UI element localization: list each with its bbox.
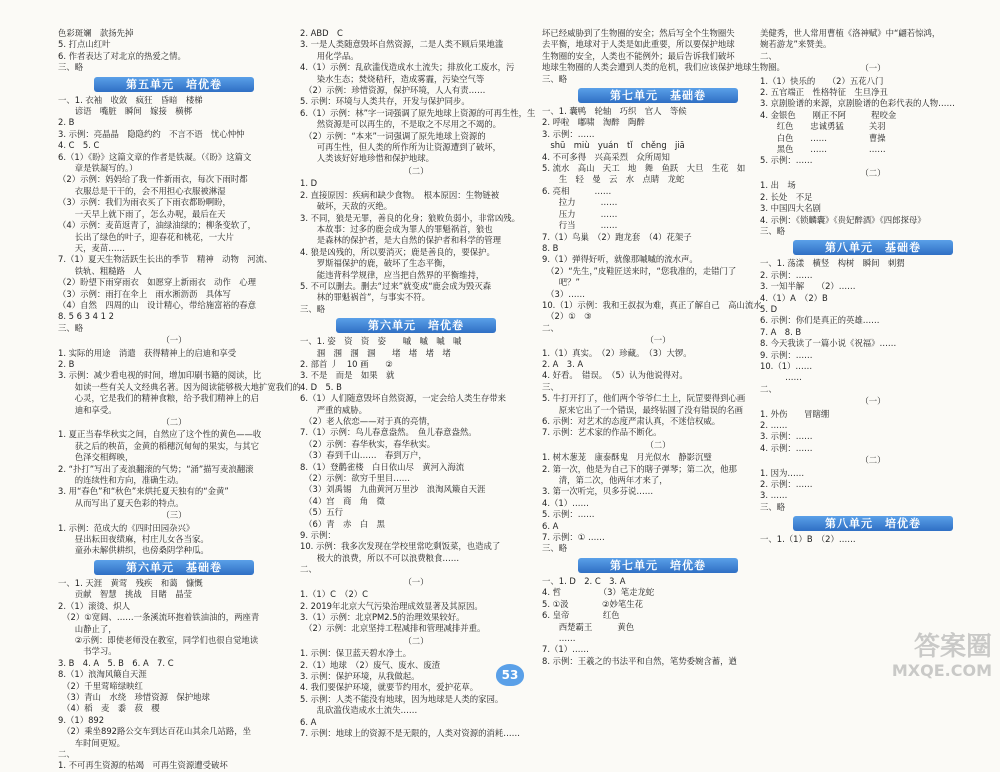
answer-line: 一、1. 荡漾 横竖 构树 瞬间 刺猬	[760, 258, 905, 269]
answer-line: shū miù yuán tǐ chěng jiā	[542, 140, 685, 151]
answer-line: 天，麦苗……	[58, 242, 125, 253]
answer-line: 6. 示例：对艺术的态度严肃认真，不迷信权威。	[542, 416, 721, 426]
answer-line: 用化学品。	[300, 50, 359, 61]
answer-line: 6.（1）《盼》这篇文章的作者是铁凝。（《盼》这篇文	[58, 151, 252, 162]
answer-line: 迪和享受。	[58, 404, 117, 415]
answer-line: 3.（1）示例：北京PM2.5的治理效果较好。	[300, 611, 465, 622]
answer-line: 3. 示例：……	[542, 128, 595, 139]
answer-line: 3. 第一次听完，贝多芬说……	[542, 486, 654, 497]
answer-line: 2. ……	[760, 420, 788, 430]
subsection-heading: （二）	[161, 417, 187, 427]
answer-line: 三、	[542, 381, 559, 392]
unit-banner: 第五单元 培优卷	[94, 77, 254, 92]
answer-line: 一天早上就下雨了，怎么办呢，最后在天	[58, 208, 226, 219]
answer-line: 山静止了，	[58, 623, 117, 634]
answer-line: 白色 …… 曹操	[760, 132, 886, 143]
answer-line: 林的罪魁祸首”，与事实不符。	[300, 292, 430, 303]
subsection-heading: （三）	[161, 510, 187, 521]
answer-line: 章是铁凝写的。）	[58, 163, 138, 174]
answer-line: 7.（1）……	[542, 644, 589, 655]
answer-line: 6. 皇帝 红色	[542, 610, 620, 621]
answer-line: 3. ……	[760, 490, 788, 501]
answer-line: （4）宫 商 角 徵	[300, 495, 385, 506]
answer-line: （2）示例：春华秋实，春华秋实。	[300, 438, 436, 449]
unit-banner: 第七单元 基础卷	[578, 88, 738, 103]
answer-line: 7.（1）鸟巢 （2）跑龙套 （4）花架子	[542, 231, 692, 242]
answer-line: 8.（1）浪淘风簸自天涯	[58, 669, 147, 680]
answer-line: 2. ABD C	[300, 28, 343, 38]
answer-line: 2. 五官端正 性格特征 生旦净丑	[760, 87, 888, 98]
answer-line: 5. 牛打开打了，他们两个爷爷仁土上，阮罡要得到心画	[542, 393, 746, 404]
answer-line: （3）……	[542, 288, 586, 299]
answer-line: 4. 不可多得 兴高采烈 众所周知	[542, 151, 670, 162]
answer-line: （4）自然 四周的山 设计精心，带给施富裕的春意	[58, 299, 256, 310]
page-number: 53	[496, 664, 524, 686]
answer-line: 5. 示例：……	[760, 155, 813, 166]
answer-line: ②示例：即使老师没在教室，同学们也很自觉地读	[58, 634, 259, 645]
answer-line: 长出了绿色的叶子，迎春花和桃花，一大片	[58, 231, 234, 242]
answer-line: 二、	[760, 50, 777, 61]
answer-line: 1.（1）C （2）C	[300, 589, 369, 600]
answer-line: 生 轻 曼 云 水 点睛 龙蛇	[542, 174, 685, 185]
answer-line: 4. 狼是凶残的，所以要消灭；鹿是善良的，要保护。	[300, 246, 495, 257]
answer-line: 4. 好看。 错误。 （5）认为他说得对。	[542, 370, 688, 381]
answer-line: 6.（1）示例：林”字一词强调了原先地球上资源的可再生性，生	[300, 107, 536, 118]
answer-line: 2. B	[58, 117, 75, 128]
answer-line: 4. 示例：……	[760, 442, 813, 453]
answer-line: 原来它出了一个错误，最终钻圆了没有错误的名画	[542, 404, 743, 415]
answer-line: 2. 长处 不足	[760, 191, 813, 202]
answer-line: ……	[542, 632, 576, 643]
answer-line: 1. 不可再生资源的枯竭 可再生资源遭受破坏	[58, 760, 228, 771]
answer-line: 一、1.（1）B （2）……	[760, 534, 856, 545]
answer-line: 2. 2019年北京大气污染治理成效显著及其原因。	[300, 600, 483, 611]
answer-line: 3. 中国四大名剧	[760, 203, 821, 214]
answer-line: 5. ①汲 ②妙笔生花	[542, 598, 644, 609]
answer-line: 吧？”	[542, 277, 580, 288]
answer-line: 2. A 3. A	[542, 358, 584, 369]
answer-line: 9. 示例：	[300, 530, 336, 541]
answer-line: 严重的威胁。	[300, 404, 367, 415]
subsection-heading: （一）	[403, 576, 429, 587]
answer-line: 2. 直接原因：疾病和缺少食物。 根本原因：生物链被	[300, 189, 500, 200]
answer-line: 4. C 5. C	[58, 140, 100, 151]
answer-line: 3. 京剧脸谱的来源，京剧脸谱的色彩代表的人物……	[760, 98, 955, 109]
answer-line: 8. B	[542, 242, 559, 253]
answer-line: 10.（1）示例：我和王叔叔为难，真正了解自己 高山流水	[542, 299, 762, 310]
answer-line: 7.（1）夏天生物活跃生长出的季节 精神 动物 河流、	[58, 254, 273, 265]
answer-line: 贡献 智慧 挑战 目睹 晶莹	[58, 589, 192, 600]
subsection-heading: （二）	[645, 439, 671, 450]
answer-line: 黑色 …… ……	[760, 144, 886, 155]
unit-banner: 第六单元 培优卷	[336, 318, 496, 333]
answer-line: 西楚霸王 黄色	[542, 621, 635, 632]
answer-line: 5. 不可以删去。删去“过来”就变成“鹿会成为毁灭森	[300, 280, 492, 291]
answer-line: （2）乘坐892路公交车到达百花山其余几站路，坐	[58, 726, 251, 737]
answer-line: 4. 金银色 刚正不阿 程咬金	[760, 109, 897, 120]
answer-line: 1. 夏正当春华秋实之间，自然应了这个性的黄色——收	[58, 429, 262, 440]
answer-line: 色泽交相辉映，	[58, 452, 134, 463]
answer-line: 一、1. D 2. C 3. A	[542, 575, 626, 586]
answer-line: 谚语 嘴脏 瞬间 嫁接 横梆	[58, 106, 192, 117]
answer-line: 3. 示例：减少看电视的时间，增加印刷书籍的阅读，比	[58, 370, 262, 381]
answer-line: 三、略	[760, 225, 786, 236]
answer-line: 3. 一是人类随意毁坏自然资源，二是人类不顾后果地滥	[300, 39, 504, 50]
answer-line: 美健秀，世人常用曹植《洛神赋》中“翩若惊鸿，	[760, 28, 941, 38]
answer-line: 1. 树木葱茏 康泰酥鬼 月光似水 静影沉璧	[542, 452, 712, 463]
answer-line: （2）① ③	[542, 311, 592, 322]
answer-line: 获之后的秧苗，金黄的稻穗沉甸甸的果实，与其它	[58, 440, 259, 451]
watermark-logo	[812, 632, 992, 688]
answer-line: 铁轨、粗糙路 人	[58, 265, 142, 276]
answer-line: 去平衡，地球对于人类是如此重要，所以要保护地球	[542, 39, 735, 50]
subsection-heading: （二）	[860, 167, 886, 178]
answer-line: 1. 示例：保卫蓝天碧水净土。	[300, 648, 412, 659]
answer-line: 9. 示例：……	[760, 349, 813, 360]
answer-line: 三、略	[542, 73, 568, 84]
answer-line: （3）示例：雨打在伞上 雨水淅沥沥 具体写	[58, 288, 231, 299]
answer-line: 5. D	[760, 303, 778, 314]
answer-line: 红色 忠诚勇猛 关羽	[760, 121, 886, 132]
answer-line: 3. 不是 而是 如果 就	[300, 370, 395, 381]
answer-line: 行当 ……	[542, 220, 618, 231]
column-1	[58, 28, 301, 771]
answer-line: 本故事：过多的鹿会成为罪人的罪魁祸首，狼也	[300, 223, 493, 234]
answer-line: 如读一些有关人文经典名著。因为阅读能够极大地扩宽我们的	[58, 381, 301, 392]
answer-line: 三、略	[58, 322, 84, 333]
answer-line: 3. B 4. A 5. B 6. A 7. C	[58, 657, 174, 668]
answer-line: 书学习。	[58, 646, 117, 657]
answer-line: 6. 示例：你们是真正的英雄……	[760, 315, 880, 326]
answer-line: （2）示例：北京坚持工程减排和管理减排并重。	[300, 623, 486, 634]
answer-line: 拉力 ……	[542, 197, 618, 208]
watermark-sub: MXQE.COM	[891, 661, 992, 680]
answer-line: ……	[760, 372, 802, 383]
answer-line: 8. 示例：王羲之的书法平和自然，笔势委婉含蓄，遒	[542, 655, 737, 666]
answer-line: 1. 示例：范成大的《四时田园杂兴》	[58, 522, 195, 533]
watermark-main: 答案圈	[913, 632, 992, 662]
answer-line: （3）刘禹锡 九曲黄河万里沙 浪淘风簸自天涯	[300, 484, 486, 495]
answer-line: 1.（1）快乐的 （2）五花八门	[760, 75, 884, 86]
answer-line: 3. 示例：亮晶晶 隐隐约约 不言不语 忧心忡忡	[58, 128, 245, 139]
answer-line: 衣服总是干干的，会不用担心衣服被淋湿	[58, 185, 226, 196]
answer-line: 5. 示例：环境与人类共存，开发与保护同步。	[300, 96, 470, 107]
answer-line: 1. D	[300, 178, 318, 189]
answer-line: 三、略	[542, 543, 568, 554]
answer-line: 4. 哲 （3）笔走龙蛇	[542, 587, 655, 598]
answer-line: 6. 亮相 ……	[542, 185, 612, 196]
answer-line: 7. A 8. B	[760, 326, 802, 337]
answer-line: 二、	[542, 322, 559, 333]
answer-line: （2）千里莺啼绿映红	[58, 680, 143, 691]
answer-line: 4. 我们要保护环境，就要节约用水，爱护花草。	[300, 682, 479, 693]
answer-line: 人类该好好地珍惜和保护地球。	[300, 153, 434, 164]
answer-line: 2.（1）地球 （2）废气、废水、废渣	[300, 659, 441, 670]
answer-line: （3）示例：我们为雨衣买了下雨衣都盼啊盼，	[58, 197, 231, 208]
answer-line: 10.（1）……	[760, 360, 813, 371]
answer-line: （2）老人依恋——对于真的亮情，	[300, 416, 436, 426]
answer-line: 染水生态；焚烧秸秆，造成雾霾，污染空气等	[300, 73, 485, 84]
answer-line: （2）示例：“本来”一词强调了原先地球上资源的	[300, 130, 486, 141]
subsection-heading: （一）	[860, 63, 886, 74]
answer-line: 二、	[760, 383, 777, 394]
column-4	[760, 28, 986, 664]
answer-line: 然资源是可以再生的，不是取之不尽用之不竭的。	[300, 119, 501, 130]
answer-line: 1. 因为……	[760, 467, 805, 478]
answer-line: 一、1. 姿 资 资 姿 嘁 嘁 嘁 嘁	[300, 336, 462, 347]
unit-banner: 第八单元 基础卷	[793, 240, 953, 255]
subsection-heading: （二）	[403, 635, 429, 646]
answer-line: 三、略	[760, 501, 786, 512]
answer-line: （4）稻 麦 黍 菽 稷	[58, 703, 160, 714]
answer-line: 6. 作者表达了对北京的热爱之情。	[58, 50, 186, 61]
answer-line: 2. 示例：……	[760, 479, 813, 490]
subsection-heading: （二）	[860, 455, 886, 466]
answer-line: 清，第二次，他两年才来了，	[542, 475, 668, 486]
answer-line: 2. 第一次，他是为自己下的瞎子弹琴；第二次，他那	[542, 463, 737, 474]
answer-line: （2）①宽阔、……一条溪流环抱着铁油油的，两座青	[58, 612, 260, 623]
answer-line: 7. 示例：艺术家的作品不断化。	[542, 427, 662, 438]
answer-line: 一、1. 囊鸭 轮轴 巧织 官人 等候	[542, 106, 687, 117]
answer-line: 婉若游龙”来赞美。	[760, 39, 832, 50]
answer-line: 5. 打点山红叶	[58, 39, 111, 50]
answer-line: 4.（1）A （2）B	[760, 292, 828, 303]
answer-line: 童孙未解供耕织，也傍桑阴学种瓜。	[58, 545, 209, 556]
answer-line: 涠 涠 涠 涠 堵 堵 堵 堵	[300, 347, 451, 358]
answer-line: 二、	[300, 564, 317, 575]
answer-line: 色彩斑斓 款扬先掉	[58, 28, 134, 38]
answer-line: 三、略	[300, 303, 326, 314]
answer-line: 可再生性，但人类的所作所为让资源遭到了破坏，	[300, 142, 501, 153]
answer-line: 极大的浪费，所以不可以浪费粮食……	[300, 552, 460, 563]
answer-line: 2. 呼啦 嘟啸 淘醉 陶醉	[542, 117, 645, 128]
answer-line: 7.（1）示例：鸟儿春意盎然。 鱼儿春意盎然。	[300, 427, 477, 438]
answer-line: 罗斯福保护的鹿，破坏了生态平衡，	[300, 258, 451, 269]
answer-line: 三、略	[58, 62, 84, 73]
answer-line: （2）示例：珍惜资源，保护环境，人人有责……	[300, 85, 486, 96]
answer-line: 2. B	[58, 358, 75, 369]
answer-line: 2.（1）滚烫、炽人	[58, 600, 130, 611]
answer-line: （4）示例：麦苗返青了，油绿油绿的；柳条变软了，	[58, 220, 256, 231]
answer-line: 7. 示例：① ……	[542, 532, 605, 543]
answer-line: 2. “扑打”写出了麦浪翻滚的气势；“涌”描写麦浪翻滚	[58, 463, 254, 474]
answer-line: 5. 示例：……	[542, 509, 595, 520]
unit-banner: 第八单元 培优卷	[793, 516, 953, 531]
answer-line: （5）五行	[300, 507, 344, 518]
answer-line: 1. 出 场	[760, 180, 796, 191]
unit-banner: 第七单元 培优卷	[578, 558, 738, 573]
answer-line: 5. 流水 高山 天工 地 舞 鱼跃 大旦 生花 如	[542, 163, 746, 174]
answer-line: 3. 不同，狼是无罪，善良的化身；狼败负弱小，非常凶残。	[300, 212, 521, 223]
answer-line: （2）示例：欲穷千里目……	[300, 473, 411, 484]
answer-line: 是森林的保护者，是大自然的保护者和科学的管理	[300, 235, 501, 246]
answer-line: 一、1. 衣袖 收敛 疯狂 昏暗 楼梯	[58, 94, 203, 105]
answer-line: 能违背科学规律，应当把自然界的平衡维持，	[300, 269, 485, 280]
answer-line: 心灵，它是我们的精神食粮，给予我们精神上的启	[58, 393, 259, 404]
answer-line: 1.（1）真实。 （2）珍藏。 （3）大锣。	[542, 347, 692, 358]
subsection-heading: （一）	[645, 335, 671, 346]
answer-line: 生物圈的安全，人类也不能例外；最后告诉我们破坏	[542, 50, 735, 61]
answer-line: 4. 示例：《锁麟囊》《贵妃醉酒》《四郎探母》	[760, 214, 926, 225]
answer-line: （6）青 赤 白 黑	[300, 518, 385, 529]
answer-line: 破坏，天敌的灭绝。	[300, 201, 393, 212]
answer-line: 压力 ……	[542, 208, 618, 219]
answer-line: 地球生物圈的人类会遭到人类的危机，我们应该保护地球生物圈。	[542, 62, 785, 73]
answer-line: 5. 示例：人类不能没有地球，因为地球是人类的家园。	[300, 693, 504, 704]
answer-line: 9.（1）892	[58, 714, 105, 725]
answer-line: 昼出耘田夜绩麻，村庄儿女各当家。	[58, 534, 209, 545]
answer-line: 6. A	[300, 716, 317, 727]
subsection-heading: （一）	[860, 396, 886, 407]
answer-line: （2）“先生，”皮鞋匠送来时，“您我准的，走错门了	[542, 265, 737, 276]
answer-line: 6.（1）人们随意毁坏自然资源，一定会给人类生存带来	[300, 393, 506, 404]
answer-line: 4.（1）示例：乱砍滥伐造成水土流失；排放化工废水，污	[300, 62, 515, 73]
subsection-heading: （一）	[161, 335, 187, 346]
answer-line: 8. 今天我读了一篇小说《祝福》……	[760, 338, 897, 349]
answer-line: 10. 示例：我多次发现在学校里常吃剩饭菜，也造成了	[300, 541, 501, 552]
answer-line: 4. D 5. B	[300, 381, 342, 392]
answer-line: 乱砍滥伐造成水土流失……	[300, 705, 418, 716]
answer-line: 8. 5 6 3 4 1 2	[58, 311, 114, 322]
answer-line: 2. 部首 丿 10 画 ②	[300, 358, 393, 369]
answer-line: 7. 示例：地球上的资源不是无限的，人类对资源的消耗……	[300, 727, 521, 738]
answer-line: 3. 示例：……	[760, 431, 813, 442]
answer-line: 一、1. 天涯 黄莺 残疾 和蔼 慷慨	[58, 577, 203, 588]
answer-line: （3）春到千山…… 春到万户，	[300, 450, 427, 461]
answer-line: 4.（1）……	[542, 497, 589, 508]
answer-line: （2）示例：妈妈给了我一件新雨衣，每次下雨时都	[58, 174, 248, 185]
unit-banner: 第六单元 基础卷	[94, 560, 254, 575]
answer-line: 二、	[58, 748, 75, 759]
answer-line: 车时间更短。	[58, 737, 125, 748]
answer-line: （3）青山 水绕 珍惜资源 保护地球	[58, 691, 210, 702]
answer-line: （2）盼望下雨穿雨衣 如愿穿上新雨衣 动作 心理	[58, 277, 256, 288]
answer-line: 3. 示例：保护环境，从我做起。	[300, 670, 420, 681]
answer-line: 1. 外伤 冒瞎绷	[760, 408, 830, 419]
answer-line: 6. A	[542, 520, 559, 531]
answer-line: 从而写出了夏天色彩的特点。	[58, 497, 184, 508]
subsection-heading: （二）	[403, 165, 429, 176]
answer-line: 的连续性和方向，准确生动。	[58, 475, 184, 486]
answer-line: 3. 一知半解 （2）……	[760, 281, 856, 292]
answer-line: 8.（1）登鹳雀楼 白日依山尽 黄河入海流	[300, 461, 465, 472]
answer-line: 9.（1）弹得好听，就像那嘁嘁的流水声。	[542, 254, 698, 265]
answer-line: 1. 实际的用途 消遣 获得精神上的启迪和享受	[58, 347, 237, 358]
answer-line: 2. 示例：……	[760, 269, 813, 280]
answer-line: 3. 用“春色”和“秋色”来烘托夏天独有的“金黄”	[58, 486, 229, 497]
answer-line: 坏已经威胁到了生物圈的安全；然后写全个生物圈失	[542, 28, 735, 38]
